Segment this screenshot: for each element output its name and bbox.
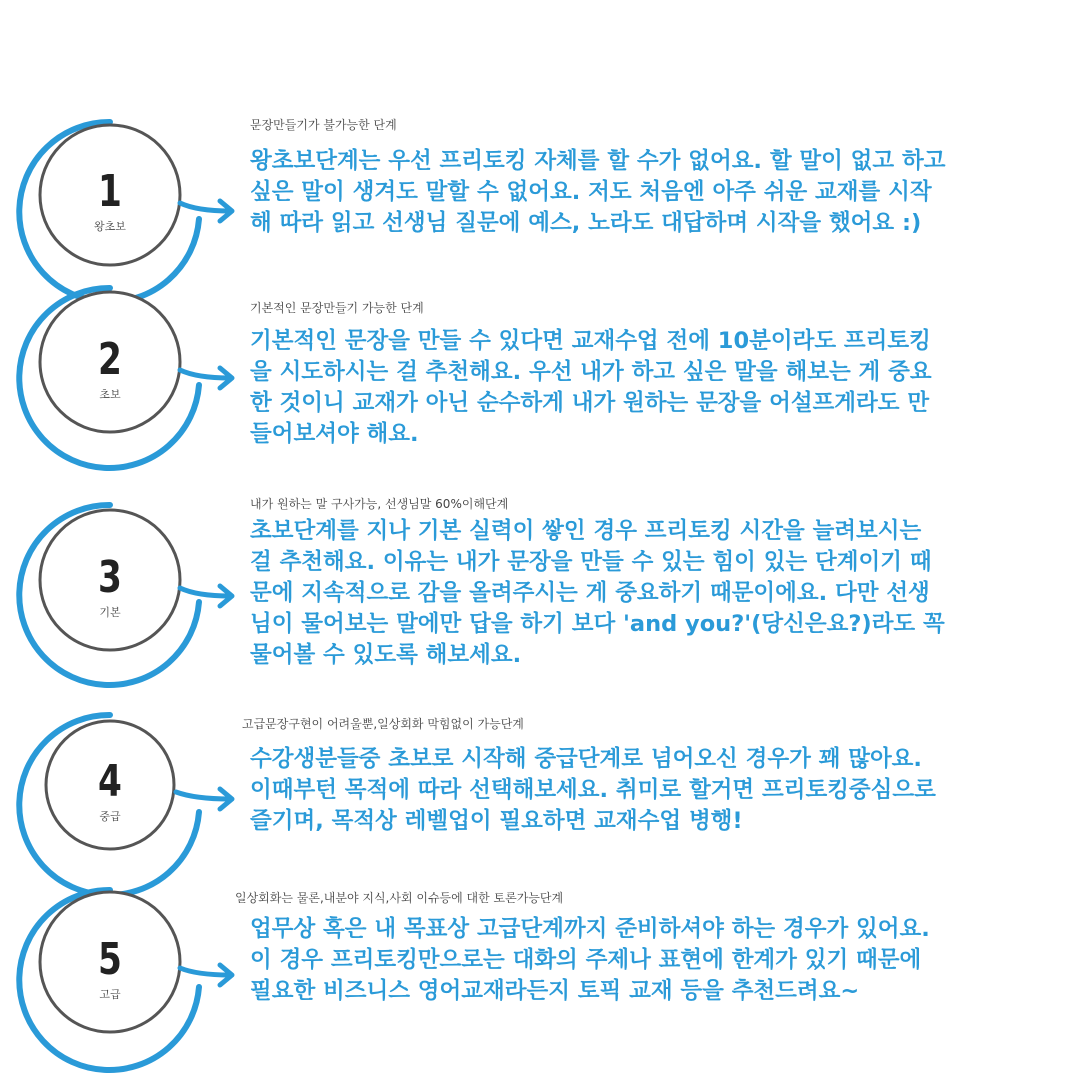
step-badge bbox=[40, 758, 180, 824]
description-line: 수강생분들중 초보로 시작해 중급단계로 넘어오신 경우가 꽤 많아요. bbox=[250, 746, 922, 772]
description-line: 이 경우 프리토킹만으로는 대화의 주제나 표현에 한계가 있기 때문에 bbox=[250, 947, 922, 973]
description-line: 업무상 혹은 내 목표상 고급단계까지 준비하셔야 하는 경우가 있어요. bbox=[250, 916, 930, 942]
description-line: 물어볼 수 있도록 해보세요. bbox=[250, 642, 522, 668]
step-5 bbox=[0, 880, 1080, 1080]
step-caption: 내가 원하는 말 구사가능, 선생님말 60%이해단계 bbox=[250, 497, 509, 511]
step-3 bbox=[0, 490, 1080, 710]
step-caption: 문장만들기가 불가능한 단계 bbox=[250, 118, 397, 132]
step-description bbox=[250, 744, 936, 837]
step-description bbox=[250, 326, 932, 450]
step-1 bbox=[0, 0, 1080, 290]
step-number: 1 bbox=[98, 166, 122, 217]
step-number: 2 bbox=[98, 334, 122, 385]
step-1-ring-and-arrow-graphic bbox=[0, 0, 300, 290]
step-badge bbox=[40, 554, 180, 620]
description-line: 필요한 비즈니스 영어교재라든지 토픽 교재 등을 추천드려요~ bbox=[250, 978, 860, 1004]
step-number: 5 bbox=[98, 934, 122, 985]
step-description bbox=[250, 516, 945, 671]
description-line: 기본적인 문장을 만들 수 있다면 교재수업 전에 10분이라도 프리토킹 bbox=[250, 328, 931, 354]
step-level: 중급 bbox=[99, 810, 121, 823]
description-line: 싶은 말이 생겨도 말할 수 없어요. 저도 처음엔 아주 쉬운 교재를 시작 bbox=[250, 179, 932, 205]
description-line: 을 시도하시는 걸 추천해요. 우선 내가 하고 싶은 말을 해보는 게 중요 bbox=[250, 359, 932, 385]
step-level: 고급 bbox=[99, 988, 121, 1001]
step-badge bbox=[40, 936, 180, 1002]
step-badge bbox=[40, 336, 180, 402]
step-description bbox=[250, 914, 930, 1007]
description-line: 들어보셔야 해요. bbox=[250, 421, 419, 447]
description-line: 초보단계를 지나 기본 실력이 쌓인 경우 프리토킹 시간을 늘려보시는 bbox=[250, 518, 922, 544]
description-line: 걸 추천해요. 이유는 내가 문장을 만들 수 있는 힘이 있는 단계이기 때 bbox=[250, 549, 932, 575]
step-number: 4 bbox=[98, 756, 122, 807]
step-level: 초보 bbox=[99, 388, 121, 401]
step-number: 3 bbox=[98, 552, 122, 603]
description-line: 왕초보단계는 우선 프리토킹 자체를 할 수가 없어요. 할 말이 없고 하고 bbox=[250, 148, 946, 174]
step-level: 왕초보 bbox=[94, 220, 126, 233]
step-description bbox=[250, 146, 945, 239]
step-caption: 일상회화는 물론,내분야 지식,사회 이슈등에 대한 토론가능단계 bbox=[235, 891, 564, 905]
description-line: 님이 물어보는 말에만 답을 하기 보다 'and you?'(당신은요?)라도 꼭 bbox=[250, 611, 945, 637]
description-line: 해 따라 읽고 선생님 질문에 예스, 노라도 대답하며 시작을 했어요 :) bbox=[250, 210, 922, 236]
description-line: 문에 지속적으로 감을 올려주시는 게 중요하기 때문이에요. 다만 선생 bbox=[250, 580, 930, 606]
step-level: 기본 bbox=[99, 606, 121, 619]
step-2 bbox=[0, 290, 1080, 490]
step-badge bbox=[40, 168, 180, 234]
step-caption: 고급문장구현이 어려울뿐,일상회화 막힘없이 가능단계 bbox=[242, 717, 524, 731]
step-caption: 기본적인 문장만들기 가능한 단계 bbox=[250, 301, 424, 315]
description-line: 즐기며, 목적상 레벨업이 필요하면 교재수업 병행! bbox=[250, 808, 743, 834]
description-line: 한 것이니 교재가 아닌 순수하게 내가 원하는 문장을 어설프게라도 만 bbox=[250, 390, 930, 416]
description-line: 이때부턴 목적에 따라 선택해보세요. 취미로 할거면 프리토킹중심으로 bbox=[250, 777, 936, 803]
step-4 bbox=[0, 710, 1080, 880]
